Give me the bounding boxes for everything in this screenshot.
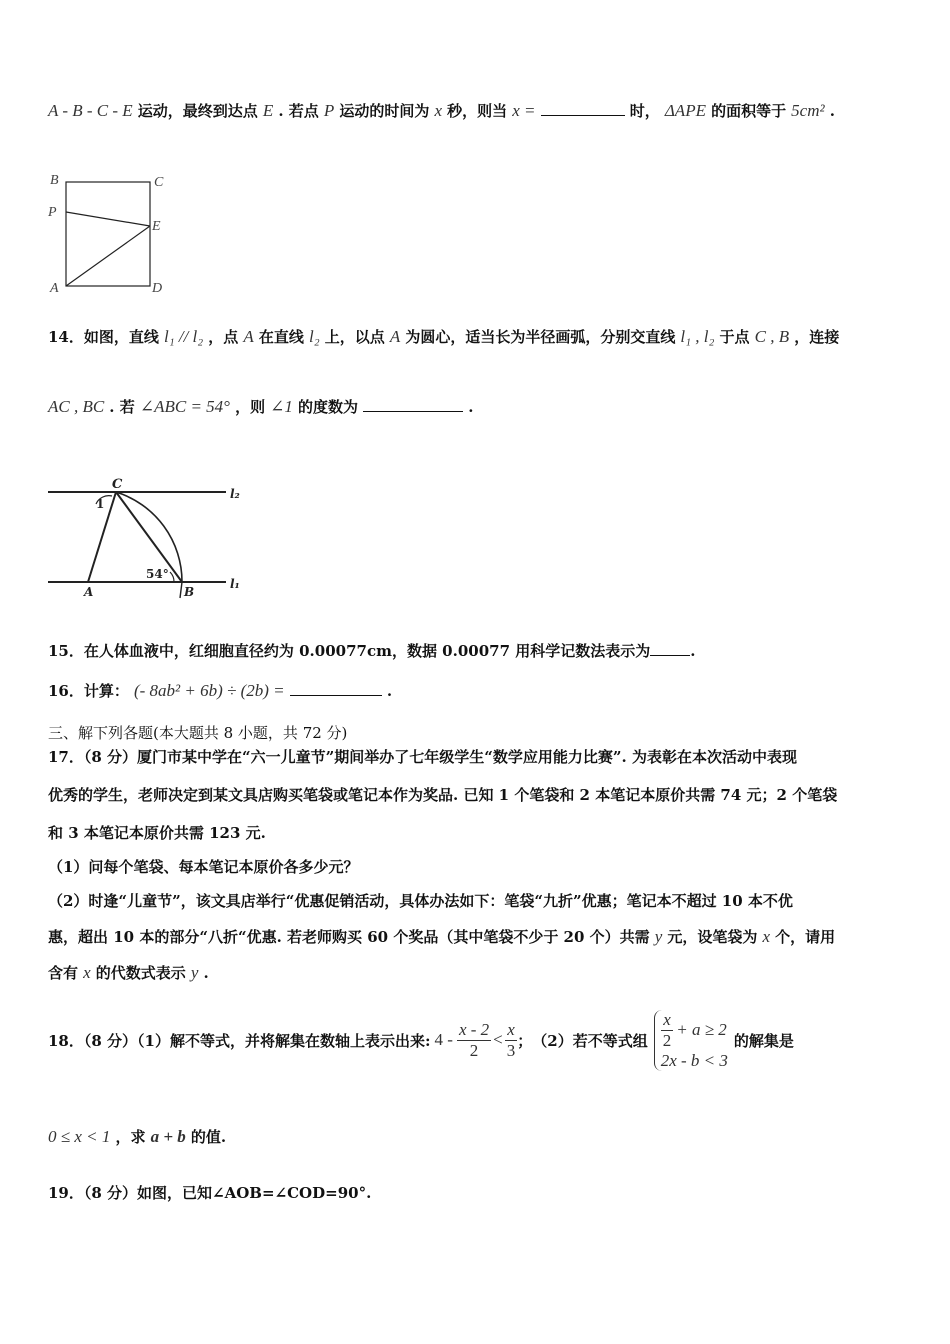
q15-line: 15．在人体血液中，红细胞直径约为 0.00077cm，数据 0.00077 用科学记数法表示为 . bbox=[48, 642, 696, 660]
q17-part-2-line-3: 含有 x 的代数式表示 y . bbox=[48, 963, 209, 982]
answer-blank[interactable] bbox=[541, 115, 625, 116]
label-b: B bbox=[50, 173, 59, 188]
label-e: E bbox=[152, 219, 161, 234]
label-l1: l₁ bbox=[230, 577, 240, 591]
path-expr: A - B - C - E bbox=[48, 101, 133, 120]
label-54-degrees: 54° bbox=[146, 567, 169, 581]
q13-rectangle-figure bbox=[44, 168, 174, 296]
q17-line-1: 17．（8 分）厦门市某中学在“六一儿童节”期间举办了七年级学生“数学应用能力比赛”. 为表彰在本次活动中表现 bbox=[48, 748, 797, 766]
q17-part-2-line-2: 惠，超出 10 本的部分“八折“优惠. 若老师购买 60 个奖品（其中笔袋不少于 20 个）共需 y 元，设笔袋为 x 个，请用 bbox=[48, 927, 836, 946]
q13-line: A - B - C - E 运动，最终到达点 E . 若点 P 运动的时间为 x 秒，则当 x = 时， ΔAPE 的面积等于 5cm² . bbox=[48, 101, 835, 120]
q17-line-2: 优秀的学生，老师决定到某文具店购买笔袋或笔记本作为奖品. 已知 1 个笔袋和 2 本笔记本原价共需 74 元；2 个笔袋 bbox=[48, 786, 838, 804]
section-heading: 三、解下列各题(本大题共 8 小题，共 72 分) bbox=[48, 724, 348, 742]
label-c: C bbox=[112, 477, 123, 492]
q17-line-3: 和 3 本笔记本原价共需 123 元. bbox=[48, 824, 266, 842]
answer-blank[interactable] bbox=[363, 411, 463, 412]
q14-parallel-lines-figure bbox=[44, 474, 254, 604]
label-c: C bbox=[154, 175, 164, 190]
label-a: A bbox=[50, 281, 59, 296]
q14-line-2: AC , BC . 若 ∠ABC = 54° ，则 ∠1 的度数为 . bbox=[48, 397, 474, 416]
inequality-system: $\frac{x}{2}$ + a ≥ 2 2x - b < 3 bbox=[654, 1010, 728, 1071]
q16-line: 16．计算： (- 8ab² + 6b) ÷ (2b) = . bbox=[48, 681, 393, 700]
q18-line-2: 0 ≤ x < 1 ，求 a + b 的值. bbox=[48, 1127, 227, 1146]
q14-line-1: 14．如图，直线 l₁ // l₂ ，点 A 在直线 l₂ 上，以点 A 为圆心，适当长为半径画弧，分别交直线 l₁ , l₂ 于点 C , B ，连接 bbox=[48, 327, 840, 346]
q17-part-1: （1）问每个笔袋、每本笔记本原价各多少元？ bbox=[48, 858, 359, 876]
fraction: $\frac{x - 2}{2}$ bbox=[458, 1019, 490, 1060]
label-b: B bbox=[184, 585, 195, 599]
answer-blank[interactable] bbox=[290, 695, 382, 696]
fraction: $\frac{x}{2}$ bbox=[662, 1009, 672, 1050]
q19-line: 19．（8 分）如图，已知∠AOB=∠COD=90°. bbox=[48, 1184, 372, 1202]
label-angle-1: 1 bbox=[96, 497, 105, 511]
label-p: P bbox=[48, 205, 57, 220]
label-d: D bbox=[152, 281, 163, 296]
fraction: $\frac{x}{3}$ bbox=[506, 1019, 516, 1060]
q18-line-1: 18．（8 分）（1）解不等式，并将解集在数轴上表示出来: 4 - $\frac{x - 2}{2}$ < $\frac{x}{3}$ ； （2）若不等式组 $\frac{x}{2}$ + a ≥ 2 2x - b < 3 的解集是 bbox=[48, 1009, 794, 1070]
q17-part-2-line-1: （2）时逢“儿童节”，该文具店举行“优惠促销活动，具体办法如下：笔袋“九折”优惠；笔记本不超过 10 本不优 bbox=[48, 892, 793, 910]
label-l2: l₂ bbox=[230, 487, 240, 501]
answer-blank[interactable] bbox=[650, 655, 690, 656]
label-a: A bbox=[84, 585, 94, 599]
